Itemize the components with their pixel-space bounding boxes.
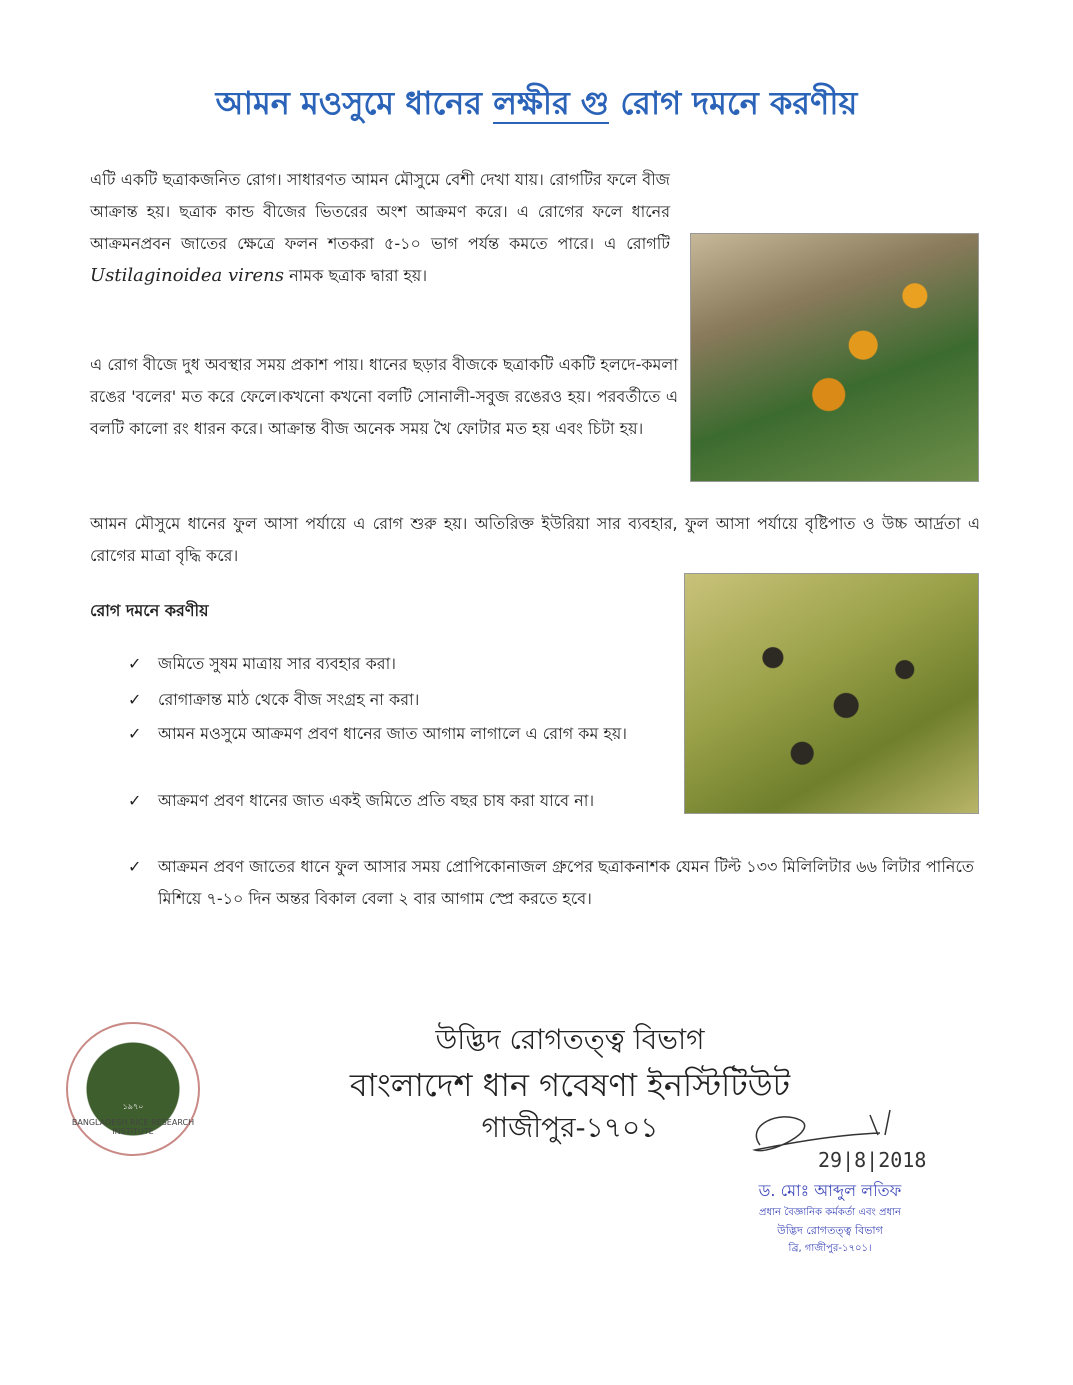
footer-division: উদ্ভিদ রোগতত্ত্ব বিভাগ: [435, 1023, 705, 1056]
signature-date: 29|8|2018: [818, 1148, 927, 1172]
footer-address: গাজীপুর-১৭০১: [481, 1111, 659, 1144]
list-item: [128, 718, 668, 750]
list-item: [128, 648, 668, 680]
conditions-paragraph: আমন মৌসুমে ধানের ফুল আসা পর্যায়ে এ রোগ শুরু হয়। অতিরিক্ত ইউরিয়া সার ব্যবহার, ফুল আসা পর্যায়ে বৃষ্টিপাত ও উচ্চ আর্দ্রতা এ রোগের মাত্রা বৃদ্ধি করে।: [90, 514, 980, 565]
title-disease-name: লক্ষীর গু: [493, 84, 610, 122]
check-icon: ✓: [128, 857, 142, 876]
title-part: রোগ দমনে করণীয়: [609, 84, 858, 122]
title-part: আমন মওসুমে ধানের: [215, 84, 494, 122]
list-item-text: আক্রমন প্রবণ জাতের ধানে ফুল আসার সময় প্রোপিকোনাজল গ্রুপের ছত্রাকনাশক যেমন টিল্ট ১৩৩ মিলিলিটার ৬৬ লিটার পানিতে মিশিয়ে ৭-১০ দিন অন্তর বিকাল বেলা ২ বার আগাম স্প্রে করতে হবে।: [158, 857, 974, 908]
official-stamp: [700, 1178, 960, 1258]
list-item-text: আমন মওসুমে আক্রমণ প্রবণ ধানের জাত আগাম লাগালে এ রোগ কম হয়।: [158, 724, 627, 743]
stamp-designation: প্রধান বৈজ্ঞানিক কর্মকর্তা এবং প্রধান: [759, 1207, 901, 1218]
false-smut-photo-black: [684, 573, 979, 814]
stamp-division: উদ্ভিদ রোগতত্ত্ব বিভাগ: [777, 1224, 883, 1237]
list-item: [128, 785, 668, 817]
list-item-text: রোগাক্রান্ত মাঠ থেকে বীজ সংগ্রহ না করা।: [158, 690, 420, 709]
control-heading: রোগ দমনে করণীয়: [90, 601, 209, 620]
check-icon: ✓: [128, 654, 142, 673]
check-icon: ✓: [128, 690, 142, 709]
seal-year: ১৯৭০: [122, 1102, 144, 1111]
intro-text: এটি একটি ছত্রাকজনিত রোগ। সাধারণত আমন মৌসুমে বেশী দেখা যায়। রোগটির ফলে বীজ আক্রান্ত হয়। ছত্রাক কান্ড বীজের ভিতরের অংশ আক্রমণ করে। এ রোগের ফলে ধানের আক্রমনপ্রবন জাতের ক্ষেত্রে ফলন শতকরা ৫-১০ ভাগ পর্যন্ত কমতে পারে। এ রোগটি: [90, 170, 670, 253]
check-icon: ✓: [128, 724, 142, 743]
list-item-text: আক্রমণ প্রবণ ধানের জাত একই জমিতে প্রতি বছর চাষ করা যাবে না।: [158, 791, 595, 810]
stamp-name: ড. মোঃ আব্দুল লতিফ: [758, 1181, 902, 1200]
list-item-text: জমিতে সুষম মাত্রায় সার ব্যবহার করা।: [158, 654, 396, 673]
symptoms-paragraph: এ রোগ বীজে দুধ অবস্থার সময় প্রকাশ পায়। ধানের ছড়ার বীজকে ছত্রাকটি একটি হলদে-কমলা রঙের 'বলের' মত করে ফেলে।কখনো কখনো বলটি সোনালী-সবুজ রঙেরও হয়। পরবর্তীতে এ বলটি কালো রং ধারন করে। আক্রান্ত বীজ অনেক সময় খৈ ফোটার মত হয় এবং চিটা হয়।: [90, 355, 678, 438]
page-title: [0, 78, 1073, 132]
intro-text: নামক ছত্রাক দ্বারা হয়।: [284, 266, 428, 285]
check-icon: ✓: [128, 791, 142, 810]
stamp-address: ব্রি, গাজীপুর-১৭০১।: [788, 1243, 872, 1254]
seal-text: BANGLADESH RICE RESEARCH INSTITUTE: [71, 1118, 195, 1136]
list-item: [128, 684, 668, 716]
list-item: [128, 851, 983, 915]
footer-institute: বাংলাদেশ ধান গবেষণা ইনস্টিটিউট: [349, 1066, 791, 1104]
scientific-name: Ustilaginoidea virens: [90, 265, 284, 286]
